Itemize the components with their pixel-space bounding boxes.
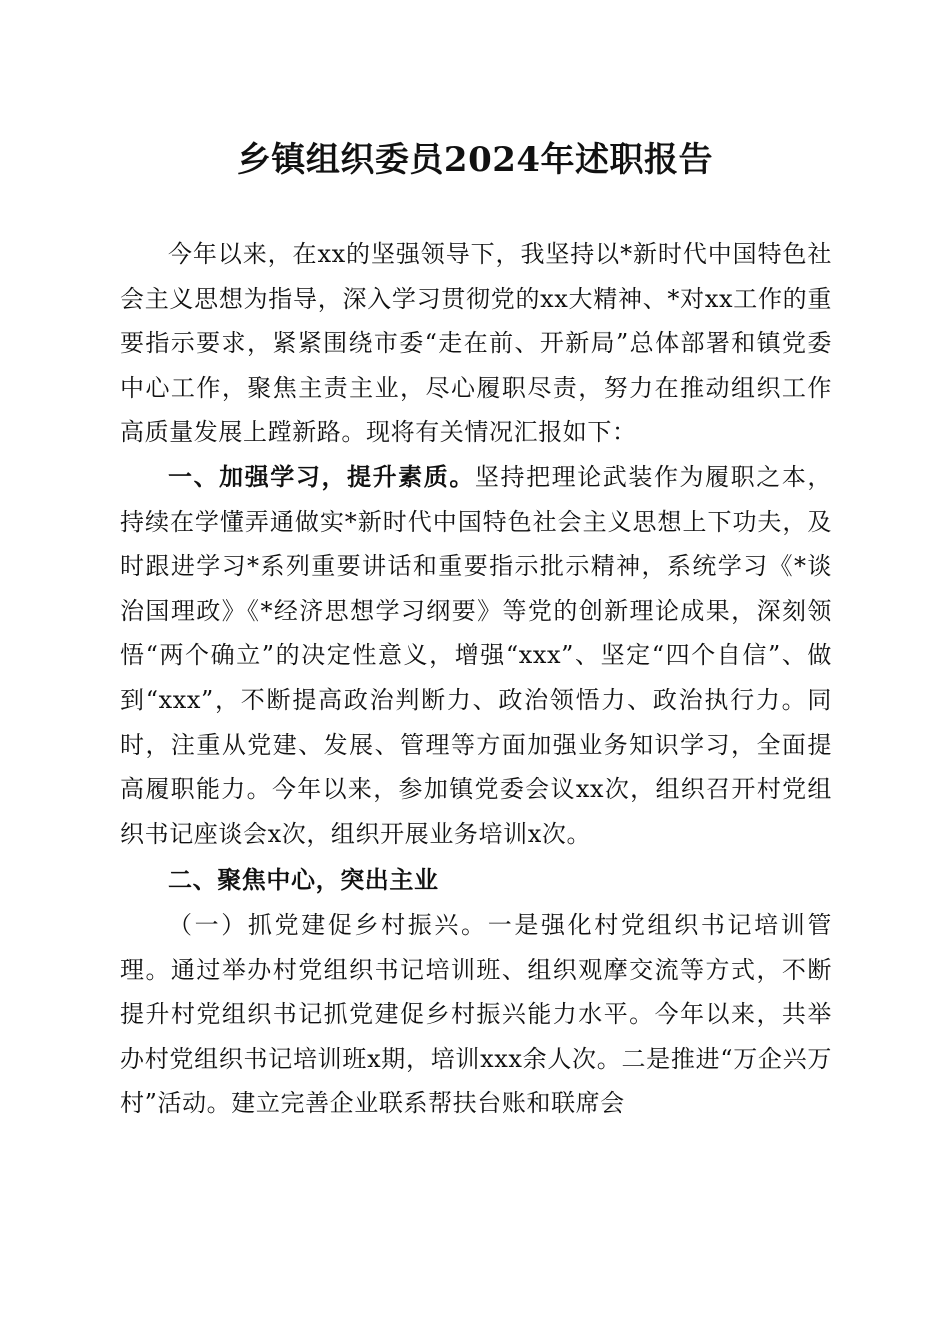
intro-paragraph: 今年以来，在xx的坚强领导下，我坚持以*新时代中国特色社会主义思想为指导，深入学习贯彻党的xx大精神、*对xx工作的重要指示要求，紧紧围绕市委“走在前、开新局”总体部署和镇党委中心工作，聚焦主责主业，尽心履职尽责，努力在推动组织工作高质量发展上蹚新路。现将有关情况汇报如下：: [120, 240, 832, 447]
section-2-subsection-1: （一）抓党建促乡村振兴。一是强化村党组织书记培训管理。通过举办村党组织书记培训班、组织观摩交流等方式，不断提升村党组织书记抓党建促乡村振兴能力水平。今年以来，共举办村党组织书记培训班x期，培训xxx余人次。二是推进“万企兴万村”活动。建立完善企业联系帮扶台账和联席会: [120, 910, 832, 1118]
section-1-heading: 一、加强学习，提升素质。: [168, 462, 475, 491]
section-2-heading: 二、聚焦中心，突出主业: [168, 866, 439, 895]
document-title: 乡镇组织委员2024年述职报告: [236, 140, 714, 180]
section-1-paragraph: [120, 455, 832, 856]
section-1-body: 坚持把理论武装作为履职之本，持续在学懂弄通做实*新时代中国特色社会主义思想上下功夫，及时跟进学习*系列重要讲话和重要指示批示精神，系统学习《*谈治国理政》《*经济思想学习纲要》等党的创新理论成果，深刻领悟“两个确立”的决定性意义，增强“xxx”、坚定“四个自信”、做到“xxx”，不断提高政治判断力、政治领悟力、政治执行力。同时，注重从党建、发展、管理等方面加强业务知识学习，全面提高履职能力。今年以来，参加镇党委会议xx次，组织召开村党组织书记座谈会x次，组织开展业务培训x次。: [120, 462, 833, 848]
document-body: [120, 232, 832, 1126]
